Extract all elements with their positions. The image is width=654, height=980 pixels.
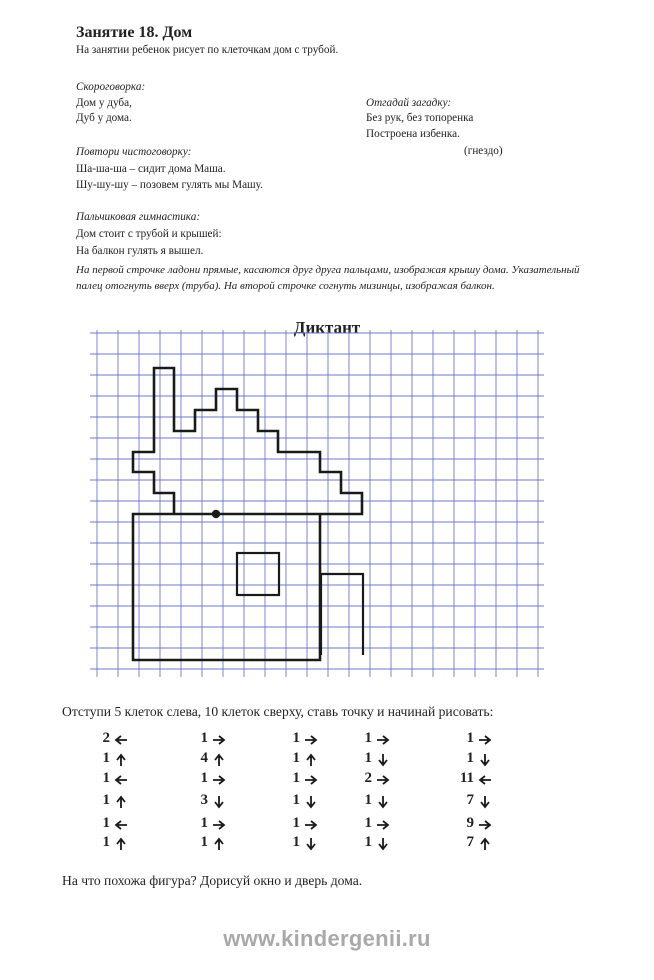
grid-lines [90, 330, 544, 677]
dictation-instruction: Отступи 5 клеток слева, 10 клеток сверху, ставь точку и начинай рисовать: [62, 704, 494, 719]
step-count: 4 [200, 750, 208, 766]
pure-twister-line: Шу-шу-шу – позовем гулять мы Машу. [76, 179, 263, 191]
finger-gym-line: Дом стоит с трубой и крышей: [76, 228, 222, 240]
arrow-up-icon [304, 753, 318, 767]
step-count: 1 [466, 730, 474, 746]
arrow-up-icon [478, 837, 492, 851]
dictation-step [186, 792, 236, 812]
dictation-step [452, 730, 502, 750]
step-count: 1 [364, 815, 372, 831]
dictation-step [186, 770, 236, 790]
step-count: 1 [364, 834, 372, 850]
step-count: 1 [102, 815, 110, 831]
dictation-step [350, 730, 400, 750]
dictation-step [452, 792, 502, 812]
step-count: 1 [292, 770, 300, 786]
house-door [321, 574, 363, 655]
arrow-down-icon [376, 837, 390, 851]
riddle-heading: Отгадай загадку: [366, 97, 452, 109]
step-count: 1 [292, 750, 300, 766]
dictation-question: На что похожа фигура? Дорисуй окно и дверь дома. [62, 873, 363, 888]
dictation-step [88, 815, 138, 835]
dictation-step [278, 770, 328, 790]
step-count: 11 [459, 770, 474, 786]
arrow-right-icon [304, 773, 318, 787]
riddle-answer: (гнездо) [464, 145, 503, 157]
dictation-step [350, 815, 400, 835]
dictation-step [350, 770, 400, 790]
arrow-right-icon [478, 733, 492, 747]
step-count: 1 [200, 770, 208, 786]
dictation-step [452, 750, 502, 770]
dictation-step [278, 834, 328, 854]
step-count: 1 [292, 815, 300, 831]
step-count: 2 [102, 730, 110, 746]
dictation-step [278, 815, 328, 835]
arrow-down-icon [478, 753, 492, 767]
arrow-down-icon [376, 753, 390, 767]
dictation-step [186, 834, 236, 854]
tongue-twister-heading: Скороговорка: [76, 81, 146, 93]
step-count: 3 [200, 792, 208, 808]
finger-gym-instruction: На первой строчке ладони прямые, касаются друг друга пальцами, изображая крышу дома. Указательный палец отогнуть вверх (труба). На второй строчке согнуть мизинцы, изображая балкон. [76, 264, 580, 292]
finger-gym-heading: Пальчиковая гимнастика: [76, 211, 201, 223]
start-dot [212, 510, 220, 518]
lesson-title: Занятие 18. Дом [76, 24, 193, 41]
arrow-down-icon [478, 795, 492, 809]
arrow-right-icon [304, 733, 318, 747]
arrow-down-icon [376, 795, 390, 809]
arrow-up-icon [212, 753, 226, 767]
step-count: 9 [466, 815, 474, 831]
step-count: 1 [200, 730, 208, 746]
step-count: 1 [102, 834, 110, 850]
arrow-left-icon [114, 818, 128, 832]
arrow-down-icon [304, 837, 318, 851]
pure-twister-line: Ша-ша-ша – сидит дома Маша. [76, 163, 226, 175]
arrow-right-icon [212, 733, 226, 747]
step-count: 1 [102, 792, 110, 808]
dictation-step [88, 834, 138, 854]
step-count: 1 [200, 834, 208, 850]
tongue-twister-line: Дуб у дома. [76, 112, 132, 124]
dictation-step [88, 730, 138, 750]
site-footer: www.kindergenii.ru [223, 926, 431, 951]
step-count: 1 [466, 750, 474, 766]
arrow-up-icon [114, 795, 128, 809]
step-count: 7 [466, 834, 474, 850]
step-count: 1 [292, 834, 300, 850]
dictation-title: Диктант [293, 318, 361, 337]
arrow-right-icon [376, 818, 390, 832]
dictation-step [350, 750, 400, 770]
dictation-step [452, 834, 502, 854]
step-count: 1 [200, 815, 208, 831]
dictation-step [88, 792, 138, 812]
dictation-step [88, 770, 138, 790]
dictation-step [452, 815, 502, 835]
arrow-left-icon [478, 773, 492, 787]
lesson-subtitle: На занятии ребенок рисует по клеточкам дом с трубой. [76, 44, 339, 56]
arrow-left-icon [114, 773, 128, 787]
step-count: 1 [102, 770, 110, 786]
dictation-step [350, 792, 400, 812]
dictation-step [350, 834, 400, 854]
arrow-left-icon [114, 733, 128, 747]
arrow-right-icon [478, 818, 492, 832]
arrow-up-icon [114, 837, 128, 851]
dictation-step [186, 750, 236, 770]
step-count: 1 [364, 730, 372, 746]
tongue-twister-line: Дом у дуба, [76, 97, 132, 109]
arrow-down-icon [212, 795, 226, 809]
riddle-line: Построена избенка. [366, 128, 460, 140]
finger-gym-line: На балкон гулять я вышел. [76, 245, 204, 257]
arrow-right-icon [376, 733, 390, 747]
arrow-down-icon [304, 795, 318, 809]
dictation-step [186, 815, 236, 835]
step-count: 1 [292, 792, 300, 808]
step-count: 7 [466, 792, 474, 808]
step-count: 1 [292, 730, 300, 746]
dictation-step [278, 792, 328, 812]
arrow-up-icon [212, 837, 226, 851]
step-count: 1 [364, 750, 372, 766]
arrow-up-icon [114, 753, 128, 767]
house-window [237, 553, 279, 595]
arrow-right-icon [304, 818, 318, 832]
riddle-line: Без рук, без топоренка [366, 112, 474, 124]
dictation-step [452, 770, 502, 790]
arrow-right-icon [376, 773, 390, 787]
pure-twister-heading: Повтори чистоговорку: [76, 146, 192, 158]
arrow-right-icon [212, 773, 226, 787]
dictation-step [186, 730, 236, 750]
dictation-step [88, 750, 138, 770]
step-count: 1 [102, 750, 110, 766]
arrow-right-icon [212, 818, 226, 832]
step-count: 2 [364, 770, 372, 786]
step-count: 1 [364, 792, 372, 808]
dictation-step [278, 750, 328, 770]
dictation-step [278, 730, 328, 750]
